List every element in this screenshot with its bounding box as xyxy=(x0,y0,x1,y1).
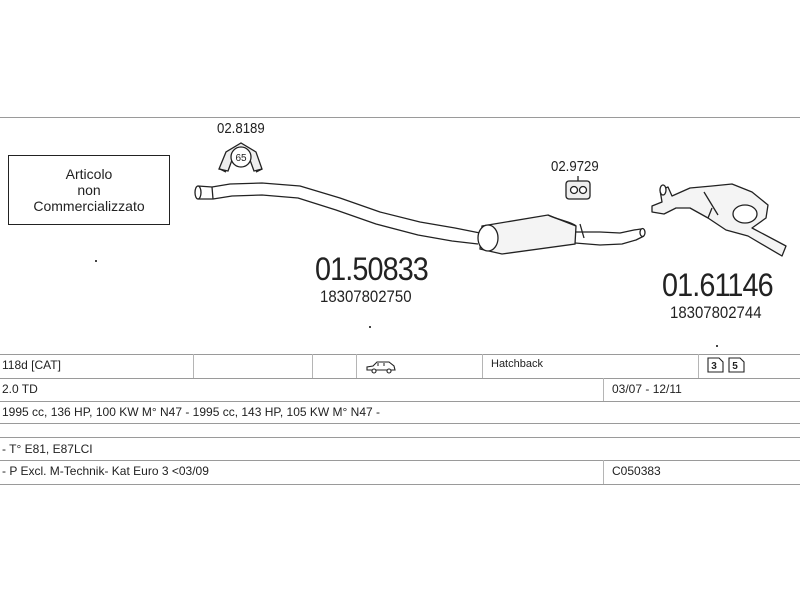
callout-line: Articolo xyxy=(65,166,113,182)
marker-dot xyxy=(95,260,97,262)
cell-divider xyxy=(356,354,357,378)
body-type-cell: Hatchback xyxy=(491,358,543,370)
front-pipe xyxy=(195,183,480,244)
rear-silencer xyxy=(652,184,786,256)
engine-specs-cell: 1995 cc, 136 HP, 100 KW M° N47 - 1995 cc, 143 HP, 105 KW M° N47 - xyxy=(2,405,381,419)
production-period-cell: 03/07 - 12/11 xyxy=(612,382,682,396)
not-commercialized-callout xyxy=(8,155,170,225)
table-row-divider xyxy=(0,423,800,424)
cell-divider xyxy=(698,354,699,378)
callout-line: non xyxy=(77,182,101,198)
marker-dot xyxy=(716,345,718,347)
rear-silencer-part-number[interactable]: 01.61146 xyxy=(662,267,773,303)
notes-cell: - P Excl. M-Technik- Kat Euro 3 <03/09 xyxy=(2,464,209,478)
hanger-part-number[interactable]: 02.9729 xyxy=(551,158,599,175)
middle-silencer-oe-number: 18307802750 xyxy=(320,287,412,306)
callout-line: Commercializzato xyxy=(33,198,145,214)
cell-divider xyxy=(603,378,604,401)
code-cell: C050383 xyxy=(612,464,661,478)
table-row-divider xyxy=(0,460,800,461)
rear-silencer-oe-number: 18307802744 xyxy=(670,303,762,322)
cell-divider xyxy=(482,354,483,378)
middle-silencer xyxy=(478,215,576,254)
clamp-part-number[interactable]: 02.8189 xyxy=(217,120,265,137)
clamp-icon xyxy=(219,143,262,172)
cell-divider xyxy=(312,354,313,378)
table-row-divider xyxy=(0,354,800,355)
table-row-divider xyxy=(0,378,800,379)
svg-text:65: 65 xyxy=(235,153,247,164)
rear-pipe xyxy=(575,224,645,245)
model-cell: 118d [CAT] xyxy=(2,358,61,372)
svg-text:3: 3 xyxy=(711,361,717,372)
rubber-hanger-icon xyxy=(566,176,590,199)
cell-divider xyxy=(193,354,194,378)
table-row-divider xyxy=(0,484,800,485)
door-3-icon xyxy=(707,357,725,373)
table-row-divider xyxy=(0,401,800,402)
door-5-icon xyxy=(728,357,746,373)
marker-dot xyxy=(369,326,371,328)
car-hatchback-icon xyxy=(365,360,397,374)
cell-divider xyxy=(603,460,604,484)
engine-cell: 2.0 TD xyxy=(2,382,38,396)
middle-silencer-part-number[interactable]: 01.50833 xyxy=(315,251,428,287)
table-row-divider xyxy=(0,437,800,438)
svg-text:5: 5 xyxy=(732,361,738,372)
chassis-cell: - T° E81, E87LCI xyxy=(2,442,93,456)
